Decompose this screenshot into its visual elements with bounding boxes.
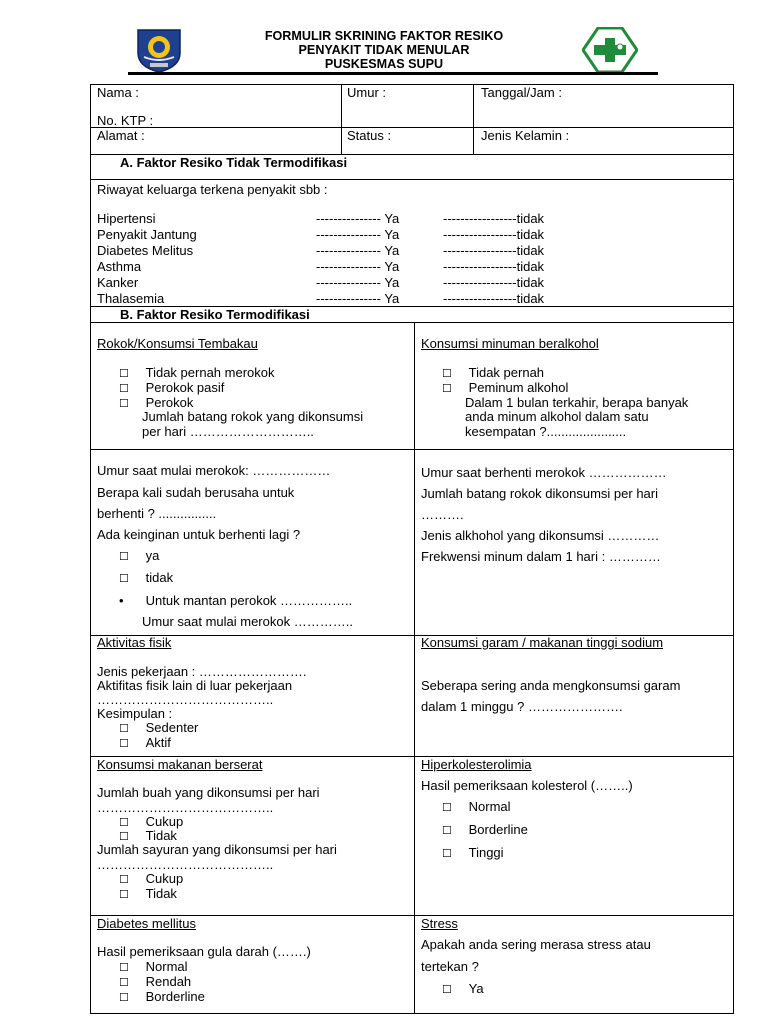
checkbox-icon[interactable]: ☐ bbox=[119, 398, 129, 410]
jumlah-sayuran-dots[interactable]: ………………………………….. bbox=[97, 857, 274, 872]
jenis-alkohol[interactable]: Jenis alkhohol yang dikonsumsi ………… bbox=[421, 528, 660, 543]
checkbox-icon[interactable]: ☐ bbox=[119, 962, 129, 974]
option-label: Tinggi bbox=[468, 845, 504, 860]
form-title-line2: PENYAKIT TIDAK MENULAR bbox=[298, 43, 470, 57]
option-label: Sedenter bbox=[145, 720, 199, 735]
checkbox-icon[interactable]: ☐ bbox=[442, 383, 452, 395]
option-label: Cukup bbox=[145, 814, 184, 829]
checkbox-icon[interactable]: ☐ bbox=[119, 817, 129, 829]
option-label: Cukup bbox=[145, 871, 184, 886]
checkbox-icon[interactable]: ☐ bbox=[119, 551, 129, 563]
disease-tidak-option[interactable]: -----------------tidak bbox=[443, 275, 545, 290]
jumlah-buah-dots[interactable]: ………………………………….. bbox=[97, 800, 274, 815]
checkbox-icon[interactable]: ☐ bbox=[119, 977, 129, 989]
diabetes-heading: Diabetes mellitus bbox=[97, 916, 196, 931]
jumlah-batang-line2[interactable]: ………. bbox=[421, 507, 464, 522]
option-label: Normal bbox=[468, 799, 511, 814]
option-label: Tidak pernah merokok bbox=[145, 365, 275, 380]
bullet-icon: • bbox=[119, 593, 124, 608]
disease-name: Asthma bbox=[97, 259, 142, 274]
checkbox-icon[interactable]: ☐ bbox=[119, 573, 129, 585]
regency-emblem-icon bbox=[134, 27, 184, 73]
no-ktp-field-label: No. KTP : bbox=[97, 113, 154, 128]
disease-ya-option[interactable]: --------------- Ya bbox=[316, 211, 400, 226]
umur-field-label: Umur : bbox=[347, 85, 386, 100]
kolesterol-hasil[interactable]: Hasil pemeriksaan kolesterol (……..) bbox=[421, 778, 633, 793]
option-label: Perokok pasif bbox=[145, 380, 225, 395]
diabetes-option-borderline[interactable] bbox=[119, 989, 205, 1006]
kolesterol-heading: Hiperkolesterolimia bbox=[421, 757, 532, 772]
option-label: Aktif bbox=[145, 735, 171, 750]
checkbox-icon[interactable]: ☐ bbox=[442, 368, 452, 380]
option-label: Borderline bbox=[145, 989, 205, 1004]
option-label: tidak bbox=[145, 570, 174, 585]
disease-name: Kanker bbox=[97, 275, 139, 290]
disease-name: Hipertensi bbox=[97, 211, 156, 226]
jumlah-batang-line1: Jumlah batang rokok dikonsumsi per hari bbox=[421, 486, 659, 501]
stress-question-line1: Apakah anda sering merasa stress atau bbox=[421, 937, 651, 952]
table-bottom-border bbox=[90, 1013, 734, 1014]
alamat-field-label: Alamat : bbox=[97, 128, 145, 143]
aktifitas-lain-dots[interactable]: ………………………………….. bbox=[97, 692, 274, 707]
garam-question-line1: Seberapa sering anda mengkonsumsi garam bbox=[421, 678, 681, 693]
section-b-title-border bbox=[90, 322, 734, 323]
section-a-title-border bbox=[90, 179, 734, 180]
row-border bbox=[90, 449, 734, 450]
table-right-border bbox=[733, 84, 734, 1014]
disease-ya-option[interactable]: --------------- Ya bbox=[316, 275, 400, 290]
kesimpulan-label: Kesimpulan : bbox=[97, 706, 173, 721]
identity-divider-2 bbox=[473, 84, 474, 154]
option-label: Tidak bbox=[145, 886, 177, 901]
rokok-heading: Rokok/Konsumsi Tembakau bbox=[97, 336, 258, 351]
header-rule bbox=[128, 72, 658, 75]
option-label: ya bbox=[145, 548, 160, 563]
checkbox-icon[interactable]: ☐ bbox=[442, 848, 452, 860]
section-b-title: B. Faktor Resiko Termodifikasi bbox=[120, 307, 310, 322]
identity-divider-1 bbox=[341, 84, 342, 154]
option-label: Rendah bbox=[145, 974, 192, 989]
kolesterol-option-normal[interactable] bbox=[442, 799, 511, 816]
umur-mulai-merokok[interactable]: Umur saat mulai merokok: ……………… bbox=[97, 463, 331, 478]
disease-name: Thalasemia bbox=[97, 291, 165, 306]
checkbox-icon[interactable]: ☐ bbox=[119, 831, 129, 843]
form-title-line3: PUSKESMAS SUPU bbox=[324, 57, 444, 71]
umur-berhenti-merokok[interactable]: Umur saat berhenti merokok ……………… bbox=[421, 465, 667, 480]
alkohol-heading: Konsumsi minuman beralkohol bbox=[421, 336, 599, 351]
checkbox-icon[interactable]: ☐ bbox=[119, 992, 129, 1004]
kolesterol-option-borderline[interactable] bbox=[442, 822, 528, 839]
alkohol-detail-line1: Dalam 1 bulan terkahir, berapa banyak bbox=[465, 395, 689, 410]
garam-heading: Konsumsi garam / makanan tinggi sodium bbox=[421, 635, 664, 650]
garam-question-line2[interactable]: dalam 1 minggu ? …………………. bbox=[421, 699, 623, 714]
disease-tidak-option[interactable]: -----------------tidak bbox=[443, 227, 545, 242]
stress-option-ya[interactable] bbox=[442, 981, 484, 998]
option-label: Tidak bbox=[145, 828, 177, 843]
table-left-border bbox=[90, 84, 91, 1014]
disease-tidak-option[interactable]: -----------------tidak bbox=[443, 291, 545, 306]
jumlah-buah: Jumlah buah yang dikonsumsi per hari bbox=[97, 785, 320, 800]
mantan-umur-mulai[interactable]: Umur saat mulai merokok ………….. bbox=[142, 614, 353, 629]
aktivitas-option-aktif[interactable] bbox=[119, 735, 171, 752]
section-b-column-divider bbox=[414, 322, 415, 1014]
nama-field-label: Nama : bbox=[97, 85, 139, 100]
identity-row-border bbox=[90, 127, 734, 128]
sayur-option-tidak[interactable] bbox=[119, 886, 177, 903]
keinginan-option-tidak[interactable] bbox=[119, 570, 173, 587]
keinginan-option-ya[interactable] bbox=[119, 548, 159, 565]
mantan-perokok-item bbox=[119, 593, 352, 608]
jumlah-sayuran: Jumlah sayuran yang dikonsumsi per hari bbox=[97, 842, 337, 857]
checkbox-icon[interactable]: ☐ bbox=[119, 874, 129, 886]
jenis-pekerjaan[interactable]: Jenis pekerjaan : ……………………. bbox=[97, 664, 307, 679]
checkbox-icon[interactable]: ☐ bbox=[442, 825, 452, 837]
aktifitas-lain: Aktifitas fisik lain di luar pekerjaan bbox=[97, 678, 293, 693]
rokok-jumlah-line2[interactable]: per hari ……………………….. bbox=[142, 424, 314, 439]
option-label: Borderline bbox=[468, 822, 528, 837]
section-a-intro: Riwayat keluarga terkena penyakit sbb : bbox=[97, 182, 328, 197]
kolesterol-option-tinggi[interactable] bbox=[442, 845, 504, 862]
checkbox-icon[interactable]: ☐ bbox=[119, 368, 129, 380]
section-a-title: A. Faktor Resiko Tidak Termodifikasi bbox=[120, 155, 348, 170]
disease-tidak-option[interactable]: -----------------tidak bbox=[443, 211, 545, 226]
disease-ya-option[interactable]: --------------- Ya bbox=[316, 243, 400, 258]
disease-name: Diabetes Melitus bbox=[97, 243, 194, 258]
option-label: Tidak pernah bbox=[468, 365, 545, 380]
option-label: Normal bbox=[145, 959, 188, 974]
alkohol-detail-line2: anda minum alkohol dalam satu bbox=[465, 409, 649, 424]
jenis-kelamin-field-label: Jenis Kelamin : bbox=[481, 128, 570, 143]
checkbox-icon[interactable]: ☐ bbox=[442, 802, 452, 814]
option-label: Peminum alkohol bbox=[468, 380, 569, 395]
disease-ya-option[interactable]: --------------- Ya bbox=[316, 291, 400, 306]
disease-tidak-option[interactable]: -----------------tidak bbox=[443, 259, 545, 274]
checkbox-icon[interactable]: ☐ bbox=[442, 984, 452, 996]
checkbox-icon[interactable]: ☐ bbox=[119, 738, 129, 750]
keinginan-berhenti: Ada keinginan untuk berhenti lagi ? bbox=[97, 527, 301, 542]
berusaha-berhenti-line1: Berapa kali sudah berusaha untuk bbox=[97, 485, 295, 500]
stress-question-line2: tertekan ? bbox=[421, 959, 479, 974]
disease-ya-option[interactable]: --------------- Ya bbox=[316, 259, 400, 274]
checkbox-icon[interactable]: ☐ bbox=[119, 889, 129, 901]
frekwensi-minum[interactable]: Frekwensi minum dalam 1 hari : ………… bbox=[421, 549, 661, 564]
table-top-border bbox=[90, 84, 734, 85]
serat-heading: Konsumsi makanan berserat bbox=[97, 757, 263, 772]
green-cross-icon bbox=[582, 27, 638, 73]
disease-ya-option[interactable]: --------------- Ya bbox=[316, 227, 400, 242]
aktivitas-heading: Aktivitas fisik bbox=[97, 635, 172, 650]
option-label: Ya bbox=[468, 981, 484, 996]
option-label: Perokok bbox=[145, 395, 194, 410]
stress-heading: Stress bbox=[421, 916, 458, 931]
status-field-label: Status : bbox=[347, 128, 392, 143]
tanggal-field-label: Tanggal/Jam : bbox=[481, 85, 562, 100]
disease-name: Penyakit Jantung bbox=[97, 227, 197, 242]
alkohol-detail-line3[interactable]: kesempatan ?...................... bbox=[465, 424, 627, 439]
checkbox-icon[interactable]: ☐ bbox=[119, 383, 129, 395]
rokok-jumlah-line1: Jumlah batang rokok yang dikonsumsi bbox=[142, 409, 364, 424]
disease-tidak-option[interactable]: -----------------tidak bbox=[443, 243, 545, 258]
berusaha-berhenti-line2[interactable]: berhenti ? ................ bbox=[97, 506, 217, 521]
checkbox-icon[interactable]: ☐ bbox=[119, 723, 129, 735]
form-title-line1: FORMULIR SKRINING FAKTOR RESIKO bbox=[264, 29, 504, 43]
mantan-perokok-label[interactable]: Untuk mantan perokok …………….. bbox=[145, 593, 353, 608]
diabetes-hasil[interactable]: Hasil pemeriksaan gula darah (…….) bbox=[97, 944, 311, 959]
